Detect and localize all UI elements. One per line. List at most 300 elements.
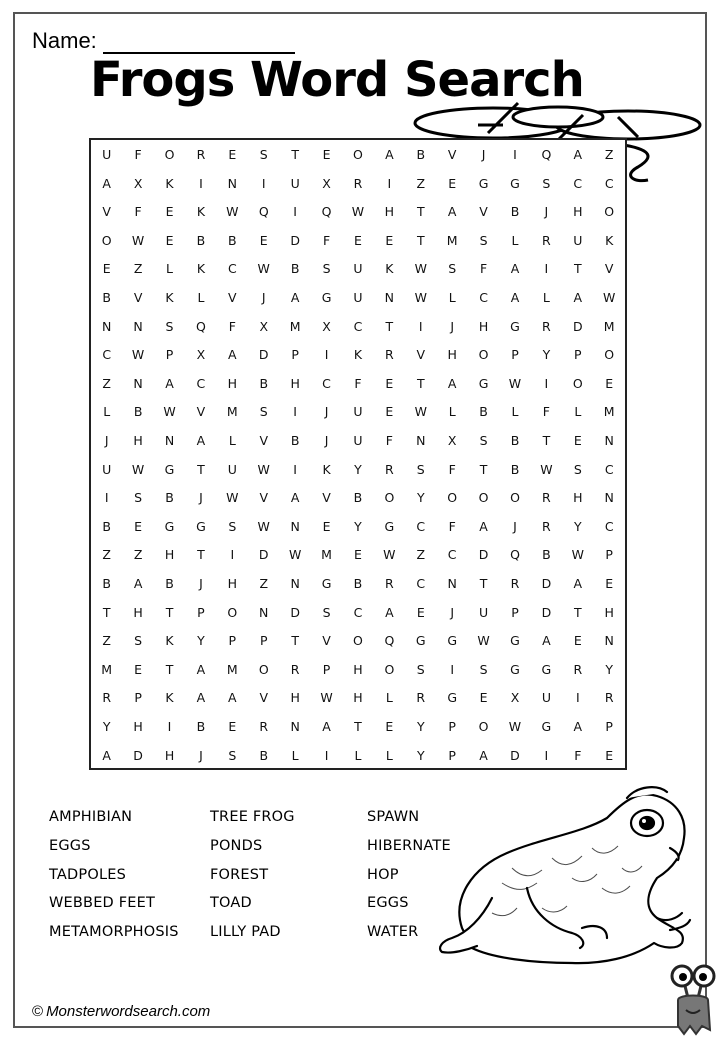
grid-letter[interactable]: G [478,375,489,391]
grid-letter[interactable]: V [259,433,269,448]
grid-letter[interactable]: R [385,347,394,363]
grid-letter[interactable]: R [102,690,112,706]
grid-letter[interactable]: A [385,147,394,162]
grid-letter[interactable]: L [511,404,519,420]
grid-letter[interactable]: E [259,232,268,248]
grid-letter[interactable]: L [103,404,111,420]
grid-letter[interactable]: E [228,147,237,162]
grid-letter[interactable]: I [544,261,549,277]
grid-letter[interactable]: L [228,433,236,448]
grid-letter[interactable]: W [257,461,270,477]
grid-letter[interactable]: K [196,204,206,220]
grid-letter[interactable]: V [196,404,206,420]
grid-letter[interactable]: T [479,576,488,591]
grid-letter[interactable]: I [418,318,423,334]
grid-letter[interactable]: W [603,290,616,305]
grid-letter[interactable]: S [416,661,425,677]
grid-letter[interactable]: E [322,147,331,162]
grid-letter[interactable]: Y [102,719,111,734]
grid-letter[interactable]: O [478,719,489,734]
grid-letter[interactable]: D [290,604,300,620]
grid-letter[interactable]: O [353,147,363,162]
grid-letter[interactable]: A [322,719,331,734]
grid-letter[interactable]: S [259,147,268,162]
grid-letter[interactable]: C [573,175,583,191]
grid-letter[interactable]: W [257,518,270,534]
grid-letter[interactable]: E [416,604,425,620]
grid-letter[interactable]: I [293,461,297,477]
grid-letter[interactable]: W [383,547,396,563]
grid-letter[interactable]: M [101,661,113,677]
grid-letter[interactable]: S [479,661,488,677]
grid-letter[interactable]: N [604,633,614,649]
grid-letter[interactable]: N [290,719,300,734]
grid-letter[interactable]: D [133,747,143,763]
grid-letter[interactable]: A [510,261,520,277]
grid-letter[interactable]: P [165,347,174,363]
grid-letter[interactable]: J [513,518,517,534]
grid-letter[interactable]: E [605,747,614,763]
grid-letter[interactable]: N [164,433,175,448]
grid-letter[interactable]: X [322,175,331,191]
grid-letter[interactable]: P [511,347,519,363]
grid-letter[interactable]: L [542,290,550,305]
grid-letter[interactable]: F [574,747,582,763]
grid-letter[interactable]: W [131,461,145,477]
grid-letter[interactable]: J [199,747,203,763]
grid-letter[interactable]: B [510,433,520,448]
grid-letter[interactable]: T [165,604,174,620]
grid-letter[interactable]: Y [416,719,425,734]
grid-letter[interactable]: M [446,232,458,248]
grid-letter[interactable]: J [481,147,486,162]
grid-letter[interactable]: W [131,232,145,248]
grid-letter[interactable]: J [324,404,329,420]
grid-letter[interactable]: T [416,232,425,248]
grid-letter[interactable]: Y [573,518,582,534]
grid-letter[interactable]: K [322,461,331,477]
grid-letter[interactable]: I [544,375,549,391]
grid-letter[interactable]: E [354,232,362,248]
grid-letter[interactable]: G [196,518,206,534]
grid-letter[interactable]: N [290,576,300,591]
grid-letter[interactable]: A [196,433,206,448]
grid-letter[interactable]: I [450,661,455,677]
grid-letter[interactable]: N [416,433,426,448]
grid-letter[interactable]: P [259,633,268,649]
grid-letter[interactable]: H [478,318,489,334]
grid-letter[interactable]: B [228,232,237,248]
grid-letter[interactable]: E [385,375,394,391]
grid-letter[interactable]: I [575,690,580,706]
grid-letter[interactable]: S [479,433,488,448]
grid-letter[interactable]: B [542,547,551,563]
grid-letter[interactable]: B [102,518,111,534]
grid-letter[interactable]: B [196,719,206,734]
grid-letter[interactable]: L [354,747,362,763]
grid-letter[interactable]: S [322,604,331,620]
grid-letter[interactable]: A [479,518,488,534]
grid-letter[interactable]: O [478,347,489,363]
grid-letter[interactable]: A [102,747,111,763]
grid-letter[interactable]: R [416,690,426,706]
grid-letter[interactable]: T [573,261,582,277]
grid-letter[interactable]: G [541,719,552,734]
grid-letter[interactable]: W [571,547,584,563]
grid-letter[interactable]: A [133,576,143,591]
grid-letter[interactable]: Z [102,633,111,649]
grid-letter[interactable]: J [261,290,266,305]
grid-letter[interactable]: J [450,318,455,334]
grid-letter[interactable]: H [353,661,363,677]
grid-letter[interactable]: E [573,433,582,448]
grid-letter[interactable]: E [605,576,614,591]
grid-letter[interactable]: B [196,232,206,248]
grid-letter[interactable]: T [416,204,425,220]
grid-letter[interactable]: E [385,719,394,734]
grid-letter[interactable]: Q [321,204,332,220]
grid-letter[interactable]: K [165,633,174,649]
grid-letter[interactable]: Q [541,147,552,162]
grid-letter[interactable]: S [134,490,143,506]
grid-letter[interactable]: V [479,204,488,220]
grid-letter[interactable]: W [288,547,302,563]
grid-letter[interactable]: N [447,576,457,591]
grid-letter[interactable]: H [133,719,143,734]
grid-letter[interactable]: B [353,576,363,591]
grid-letter[interactable]: G [510,175,520,191]
grid-letter[interactable]: E [385,232,394,248]
grid-letter[interactable]: V [228,290,237,305]
grid-letter[interactable]: I [293,404,297,420]
grid-letter[interactable]: B [290,433,300,448]
grid-letter[interactable]: W [508,719,522,734]
grid-letter[interactable]: A [165,375,174,391]
grid-letter[interactable]: Z [102,375,111,391]
grid-letter[interactable]: E [322,518,331,534]
grid-letter[interactable]: A [573,147,583,162]
grid-letter[interactable]: G [384,518,395,534]
grid-letter[interactable]: S [448,261,457,277]
grid-letter[interactable]: K [165,290,174,305]
grid-letter[interactable]: R [542,232,551,248]
grid-letter[interactable]: C [196,375,206,391]
grid-letter[interactable]: P [197,604,205,620]
grid-letter[interactable]: Q [258,204,269,220]
grid-letter[interactable]: B [133,404,143,420]
grid-letter[interactable]: R [542,518,551,534]
grid-letter[interactable]: Q [510,547,520,563]
grid-letter[interactable]: C [604,461,614,477]
grid-letter[interactable]: U [353,404,363,420]
grid-letter[interactable]: L [385,690,393,706]
grid-letter[interactable]: I [167,719,172,734]
grid-letter[interactable]: X [196,347,206,363]
grid-letter[interactable]: F [228,318,236,334]
grid-letter[interactable]: K [165,690,174,706]
grid-letter[interactable]: F [479,261,488,277]
grid-letter[interactable]: P [448,719,456,734]
grid-letter[interactable]: W [163,404,176,420]
grid-letter[interactable]: U [353,290,363,305]
grid-letter[interactable]: V [447,147,457,162]
grid-letter[interactable]: N [133,375,143,391]
grid-letter[interactable]: H [164,747,175,763]
grid-letter[interactable]: O [572,375,583,391]
grid-letter[interactable]: H [290,690,300,706]
grid-letter[interactable]: I [261,175,266,191]
grid-letter[interactable]: Y [354,518,362,534]
grid-letter[interactable]: R [542,490,551,506]
grid-letter[interactable]: T [197,547,205,563]
grid-letter[interactable]: A [290,290,300,305]
grid-letter[interactable]: U [227,461,237,477]
grid-letter[interactable]: N [604,433,614,448]
grid-letter[interactable]: C [227,261,237,277]
grid-letter[interactable]: P [605,719,613,734]
grid-letter[interactable]: G [447,690,458,706]
grid-letter[interactable]: A [573,719,583,734]
grid-letter[interactable]: S [542,175,551,191]
grid-letter[interactable]: V [133,290,143,305]
grid-letter[interactable]: S [416,461,425,477]
grid-letter[interactable]: B [510,461,520,477]
grid-letter[interactable]: S [479,232,488,248]
grid-letter[interactable]: R [510,576,520,591]
grid-letter[interactable]: L [385,747,393,763]
grid-letter[interactable]: E [134,518,143,534]
grid-letter[interactable]: W [414,290,427,305]
grid-letter[interactable]: S [134,633,143,649]
grid-letter[interactable]: E [385,404,394,420]
grid-letter[interactable]: F [134,204,142,220]
grid-letter[interactable]: L [197,290,205,305]
grid-letter[interactable]: B [102,576,111,591]
grid-letter[interactable]: O [164,147,175,162]
word-search-grid[interactable] [89,138,627,770]
grid-letter[interactable]: U [102,147,112,162]
grid-letter[interactable]: N [259,604,269,620]
grid-letter[interactable]: N [133,318,143,334]
grid-letter[interactable]: O [447,490,458,506]
grid-letter[interactable]: F [385,433,393,448]
grid-letter[interactable]: G [510,318,520,334]
grid-letter[interactable]: I [324,347,329,363]
grid-letter[interactable]: U [573,232,583,248]
grid-letter[interactable]: D [572,318,583,334]
grid-letter[interactable]: H [573,204,583,220]
grid-letter[interactable]: H [227,375,238,391]
grid-letter[interactable]: W [226,204,239,220]
grid-letter[interactable]: A [228,690,237,706]
grid-letter[interactable]: W [320,690,333,706]
grid-letter[interactable]: R [573,661,583,677]
grid-letter[interactable]: G [164,518,175,534]
grid-letter[interactable]: X [322,318,331,334]
grid-letter[interactable]: X [447,433,457,448]
grid-letter[interactable]: E [448,175,457,191]
grid-letter[interactable]: L [574,404,582,420]
grid-letter[interactable]: A [573,290,583,305]
grid-letter[interactable]: T [354,719,362,734]
grid-letter[interactable]: B [259,375,269,391]
grid-letter[interactable]: L [166,261,173,277]
grid-letter[interactable]: B [102,290,111,305]
grid-letter[interactable]: A [290,490,300,506]
grid-letter[interactable]: V [102,204,111,220]
grid-letter[interactable]: I [230,547,235,563]
grid-letter[interactable]: Y [542,347,551,363]
grid-letter[interactable]: M [289,318,301,334]
grid-letter[interactable]: C [604,175,614,191]
grid-letter[interactable]: W [508,375,522,391]
grid-letter[interactable]: Z [416,175,426,191]
grid-letter[interactable]: J [199,490,203,506]
grid-letter[interactable]: P [228,633,237,649]
grid-letter[interactable]: G [541,661,552,677]
grid-letter[interactable]: V [322,633,331,649]
grid-letter[interactable]: M [603,318,615,334]
grid-letter[interactable]: J [199,576,203,591]
grid-letter[interactable]: P [291,347,299,363]
grid-letter[interactable]: W [131,347,145,363]
grid-letter[interactable]: J [544,204,549,220]
grid-letter[interactable]: A [573,576,583,591]
grid-letter[interactable]: S [573,461,582,477]
grid-letter[interactable]: A [542,633,551,649]
grid-letter[interactable]: T [291,147,299,162]
grid-letter[interactable]: T [573,604,582,620]
grid-letter[interactable]: Z [133,547,143,563]
grid-letter[interactable]: D [258,547,269,563]
grid-letter[interactable]: T [416,375,425,391]
grid-letter[interactable]: I [387,175,392,191]
grid-letter[interactable]: B [479,404,488,420]
grid-letter[interactable]: T [197,461,205,477]
grid-letter[interactable]: B [510,204,520,220]
grid-letter[interactable]: S [259,404,268,420]
grid-letter[interactable]: K [165,175,174,191]
grid-letter[interactable]: X [259,318,269,334]
grid-letter[interactable]: Z [416,547,426,563]
grid-letter[interactable]: H [604,604,614,620]
grid-letter[interactable]: W [540,461,553,477]
site-name[interactable]: Monsterwordsearch.com [46,1003,211,1020]
grid-letter[interactable]: R [604,690,614,706]
grid-letter[interactable]: E [228,719,237,734]
grid-letter[interactable]: G [415,633,426,649]
grid-letter[interactable]: R [542,318,551,334]
grid-letter[interactable]: O [604,204,615,220]
grid-letter[interactable]: R [353,175,363,191]
grid-letter[interactable]: E [605,375,614,391]
grid-letter[interactable]: I [324,747,329,763]
grid-letter[interactable]: A [196,690,206,706]
grid-letter[interactable]: K [196,261,206,277]
grid-letter[interactable]: H [290,375,300,391]
grid-letter[interactable]: L [511,232,519,248]
grid-letter[interactable]: W [257,261,270,277]
grid-letter[interactable]: F [134,147,142,162]
name-field[interactable] [32,28,295,54]
grid-letter[interactable]: K [385,261,394,277]
grid-letter[interactable]: Q [196,318,206,334]
grid-letter[interactable]: I [513,147,517,162]
grid-letter[interactable]: Y [605,661,614,677]
name-input-line[interactable] [103,30,295,54]
grid-letter[interactable]: E [479,690,488,706]
grid-letter[interactable]: C [102,347,112,363]
grid-letter[interactable]: X [133,175,143,191]
grid-letter[interactable]: U [353,261,363,277]
grid-letter[interactable]: G [510,633,520,649]
grid-letter[interactable]: F [448,518,456,534]
grid-letter[interactable]: I [293,204,297,220]
grid-letter[interactable]: S [228,518,237,534]
grid-letter[interactable]: O [510,490,520,506]
grid-letter[interactable]: G [164,461,175,477]
grid-letter[interactable]: F [322,232,331,248]
grid-letter[interactable]: O [384,661,395,677]
grid-letter[interactable]: Z [259,576,269,591]
grid-letter[interactable]: V [416,347,426,363]
grid-letter[interactable]: J [324,433,329,448]
grid-letter[interactable]: F [542,404,550,420]
grid-letter[interactable]: H [164,547,175,563]
grid-letter[interactable]: A [196,661,206,677]
grid-letter[interactable]: W [477,633,490,649]
grid-letter[interactable]: V [322,490,331,506]
grid-letter[interactable]: Z [102,547,111,563]
grid-letter[interactable]: H [384,204,395,220]
grid-letter[interactable]: J [450,604,455,620]
grid-letter[interactable]: O [353,633,363,649]
grid-letter[interactable]: C [416,576,426,591]
grid-letter[interactable]: P [322,661,331,677]
grid-letter[interactable]: N [384,290,395,305]
grid-letter[interactable]: P [605,547,613,563]
grid-letter[interactable]: T [102,604,111,620]
grid-letter[interactable]: T [479,461,488,477]
grid-letter[interactable]: M [226,661,238,677]
grid-letter[interactable]: N [102,318,112,334]
grid-letter[interactable]: J [104,433,109,448]
grid-letter[interactable]: P [511,604,519,620]
grid-letter[interactable]: S [165,318,174,334]
grid-letter[interactable]: H [447,347,457,363]
grid-letter[interactable]: E [102,261,111,277]
grid-letter[interactable]: H [353,690,363,706]
grid-letter[interactable]: K [353,347,363,363]
grid-letter[interactable]: U [541,690,551,706]
grid-letter[interactable]: O [227,604,238,620]
grid-letter[interactable]: B [353,490,363,506]
grid-letter[interactable]: L [448,404,456,420]
grid-letter[interactable]: Y [197,633,205,649]
grid-letter[interactable]: A [385,604,394,620]
grid-letter[interactable]: A [447,375,457,391]
grid-letter[interactable]: D [478,547,489,563]
grid-letter[interactable]: N [227,175,237,191]
grid-letter[interactable]: N [290,518,300,534]
grid-letter[interactable]: O [478,490,489,506]
grid-letter[interactable]: T [385,318,394,334]
grid-letter[interactable]: D [510,747,520,763]
grid-letter[interactable]: T [165,661,174,677]
grid-letter[interactable]: H [573,490,583,506]
grid-letter[interactable]: U [102,461,112,477]
grid-letter[interactable]: Y [354,461,362,477]
